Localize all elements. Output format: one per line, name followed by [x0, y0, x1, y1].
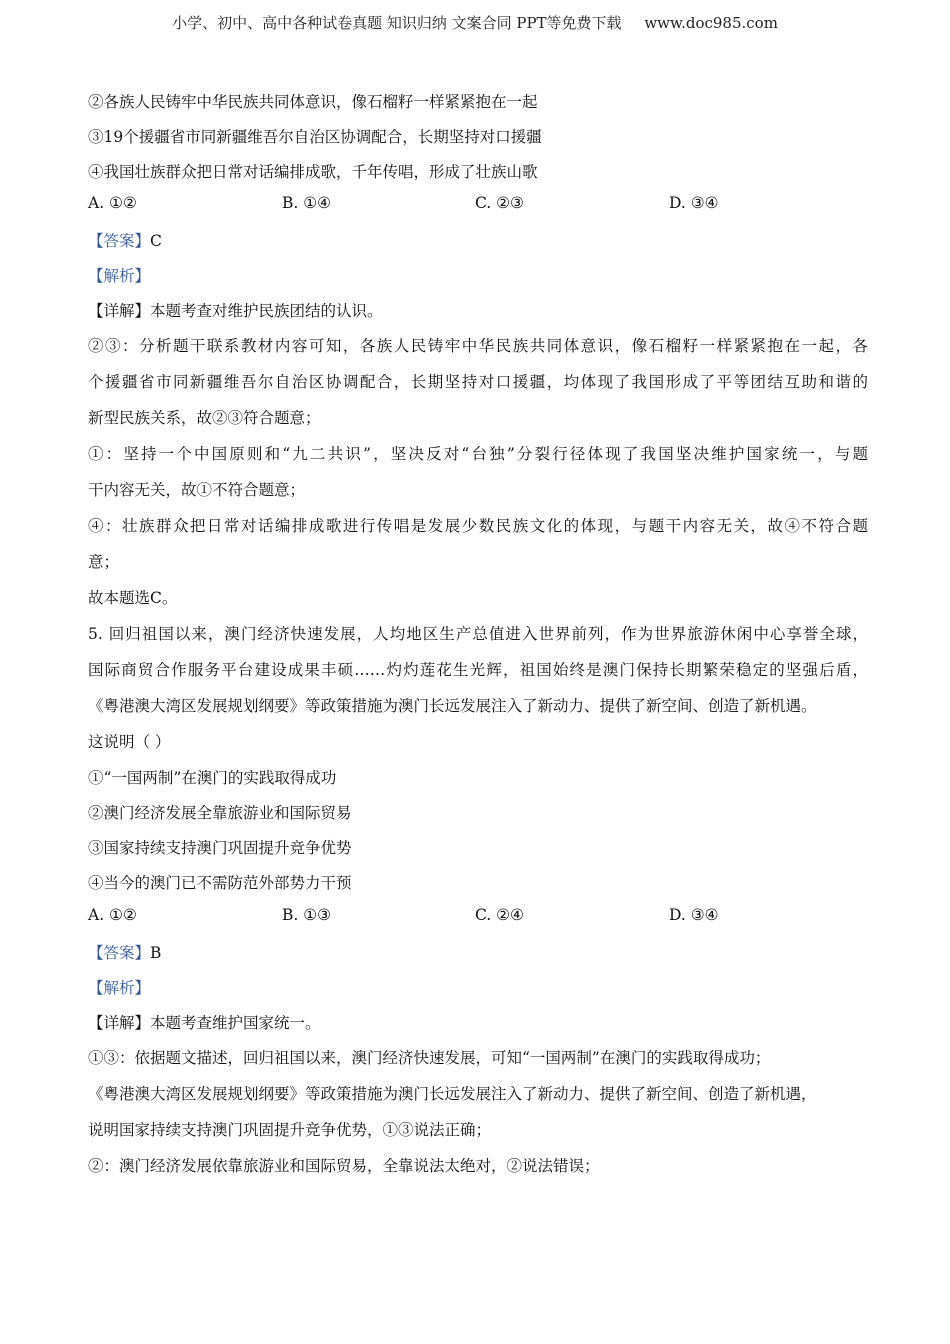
q5-answer-tag: 【答案】	[88, 944, 151, 962]
q5-analysis-tag: 【解析】	[88, 979, 151, 997]
q4-explanation-line: ①：坚持一个中国原则和“九二共识”，坚决反对“台独”分裂行径体现了我国坚决维护国家统一，与题	[88, 445, 868, 463]
q5-explanation-line: 说明国家持续支持澳门巩固提升竞争优势，①③说法正确；	[88, 1121, 492, 1139]
q5-item-3: ③国家持续支持澳门巩固提升竞争优势	[88, 839, 352, 857]
q4-detail-tag: 【详解】	[88, 302, 151, 320]
q4-item-4: ④我国壮族群众把日常对话编排成歌，千年传唱，形成了壮族山歌	[88, 163, 538, 181]
q4-explanation-line: 个援疆省市同新疆维吾尔自治区协调配合，长期坚持对口援疆，均体现了我国形成了平等团结互助和谐的	[88, 373, 868, 391]
q4-explanation-line: ④：壮族群众把日常对话编排成歌进行传唱是发展少数民族文化的体现，与题干内容无关，故④不符合题	[88, 517, 868, 535]
q5-stem-line: 国际商贸合作服务平台建设成果丰硕……灼灼莲花生光辉，祖国始终是澳门保持长期繁荣稳定的坚强后盾，	[88, 661, 868, 679]
q4-detail	[88, 299, 383, 321]
q5-explanation-line: ①③：依据题文描述，回归祖国以来，澳门经济快速发展，可知“一国两制”在澳门的实践取得成功；	[88, 1049, 771, 1067]
q4-item-3: ③19个援疆省市同新疆维吾尔自治区协调配合，长期坚持对口援疆	[88, 128, 542, 146]
q4-option-b: B. ①④	[282, 194, 332, 212]
q4-explanation-line: ②③：分析题干联系教材内容可知，各族人民铸牢中华民族共同体意识，像石榴籽一样紧紧抱在一起，各	[88, 337, 868, 355]
q5-stem-line: 5. 回归祖国以来，澳门经济快速发展，人均地区生产总值进入世界前列，作为世界旅游休闲中心享誉全球，	[88, 625, 868, 643]
q4-answer	[88, 229, 162, 251]
q5-option-b: B. ①③	[282, 906, 332, 924]
q5-answer	[88, 941, 161, 963]
q4-conclusion: 故本题选C。	[88, 589, 178, 607]
q5-explanation-line: ②：澳门经济发展依靠旅游业和国际贸易，全靠说法太绝对，②说法错误；	[88, 1157, 600, 1175]
q4-detail-intro: 本题考查对维护民族团结的认识。	[150, 302, 383, 320]
q5-option-d: D. ③④	[669, 906, 719, 924]
q5-option-a: A. ①②	[88, 906, 137, 924]
q5-item-4: ④当今的澳门已不需防范外部势力干预	[88, 874, 352, 892]
q4-explanation-line: 干内容无关，故①不符合题意；	[88, 481, 306, 499]
header-site-link[interactable]: www.doc985.com	[644, 14, 778, 32]
q4-option-c: C. ②③	[475, 194, 524, 212]
q4-answer-value: C	[150, 232, 162, 250]
q4-item-2: ②各族人民铸牢中华民族共同体意识，像石榴籽一样紧紧抱在一起	[88, 93, 538, 111]
q5-item-1: ①“一国两制”在澳门的实践取得成功	[88, 769, 337, 787]
q4-analysis-tag: 【解析】	[88, 267, 151, 285]
q5-answer-value: B	[150, 944, 162, 962]
q5-stem-line: 这说明（ ）	[88, 733, 171, 751]
q5-stem-line: 《粤港澳大湾区发展规划纲要》等政策措施为澳门长远发展注入了新动力、提供了新空间、创造了新机遇。	[88, 697, 817, 715]
q4-explanation-line: 新型民族关系，故②③符合题意；	[88, 409, 321, 427]
q4-option-d: D. ③④	[669, 194, 719, 212]
q5-option-c: C. ②④	[475, 906, 524, 924]
q5-detail	[88, 1011, 321, 1033]
q5-item-2: ②澳门经济发展全靠旅游业和国际贸易	[88, 804, 352, 822]
q5-detail-intro: 本题考查维护国家统一。	[150, 1014, 321, 1032]
q5-detail-tag: 【详解】	[88, 1014, 151, 1032]
q4-explanation-line: 意；	[88, 553, 120, 571]
q4-option-a: A. ①②	[88, 194, 137, 212]
q5-explanation-line: 《粤港澳大湾区发展规划纲要》等政策措施为澳门长远发展注入了新动力、提供了新空间、创造了新机遇，	[88, 1085, 817, 1103]
header-text: 小学、初中、高中各种试卷真题 知识归纳 文案合同 PPT等免费下载	[172, 14, 622, 32]
page-header	[0, 12, 950, 33]
q4-answer-tag: 【答案】	[88, 232, 151, 250]
